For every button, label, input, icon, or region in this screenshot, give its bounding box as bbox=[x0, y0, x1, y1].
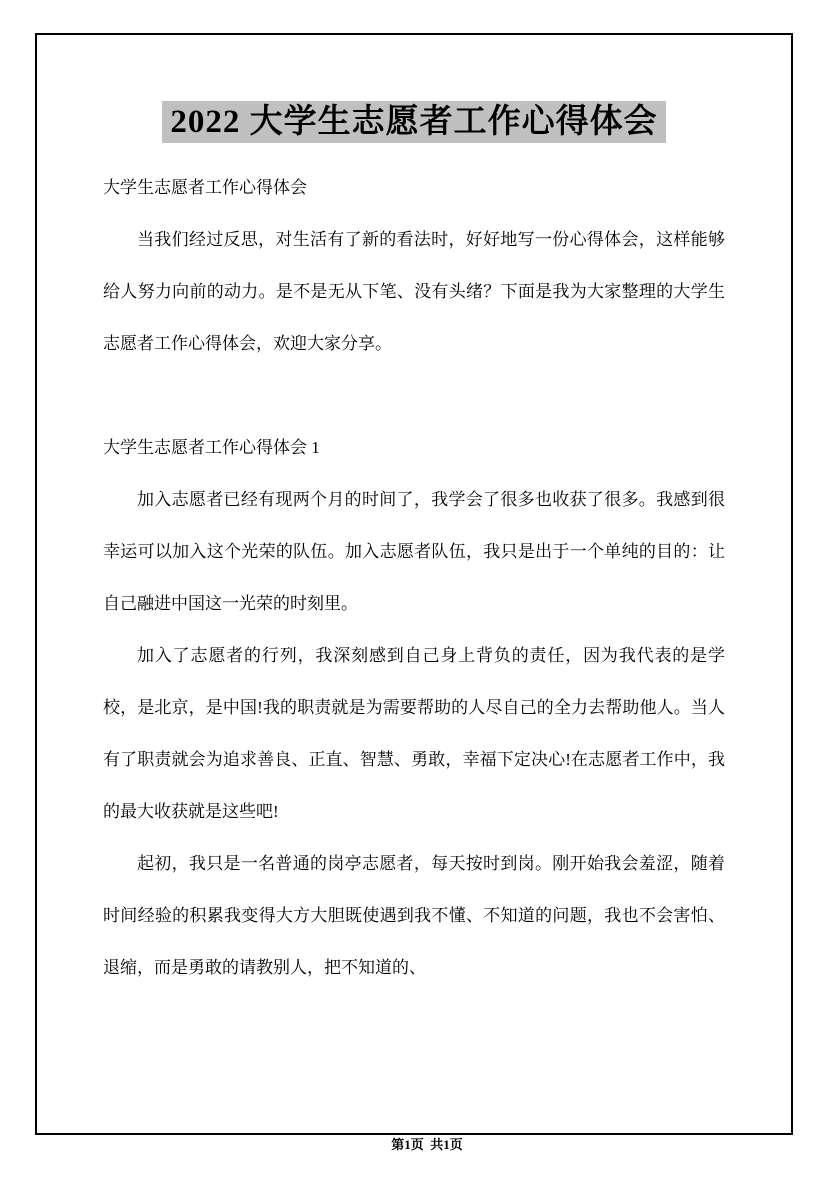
page-footer bbox=[37, 1118, 791, 1169]
document-page bbox=[35, 33, 793, 1152]
section-heading: 大学生志愿者工作心得体会 1 bbox=[103, 438, 320, 458]
body-paragraph-2: 加入了志愿者的行列，我深刻感到自己身上背负的责任，因为我代表的是学校，是北京，是中国!我的职责就是为需要帮助的人尽自己的全力去帮助他人。当人有了职责就会为追求善良、正直、智慧、勇敢，幸福下定决心!在志愿者工作中，我的最大收获就是这些吧! bbox=[103, 646, 725, 822]
title-highlight: 2022 大学生志愿者工作心得体会 bbox=[162, 101, 665, 143]
document-body bbox=[103, 162, 725, 994]
page-content bbox=[37, 97, 791, 1195]
body-paragraph-1: 加入志愿者已经有现两个月的时间了，我学会了很多也收获了很多。我感到很幸运可以加入这个光荣的队伍。加入志愿者队伍，我只是出于一个单纯的目的：让自己融进中国这一光荣的时刻里。 bbox=[103, 490, 725, 614]
body-paragraph-3: 起初，我只是一名普通的岗亭志愿者，每天按时到岗。刚开始我会羞涩，随着时间经验的积累我变得大方大胆既使遇到我不懂、不知道的问题，我也不会害怕、退缩，而是勇敢的请教别人，把不知道的、 bbox=[103, 854, 725, 978]
subtitle: 大学生志愿者工作心得体会 bbox=[103, 178, 307, 198]
page-indicator: 第1页 共1页 bbox=[391, 1137, 463, 1152]
intro-paragraph: 当我们经过反思，对生活有了新的看法时，好好地写一份心得体会，这样能够给人努力向前的动力。是不是无从下笔、没有头绪？下面是我为大家整理的大学生志愿者工作心得体会，欢迎大家分享。 bbox=[103, 230, 725, 354]
document-title bbox=[103, 97, 725, 148]
